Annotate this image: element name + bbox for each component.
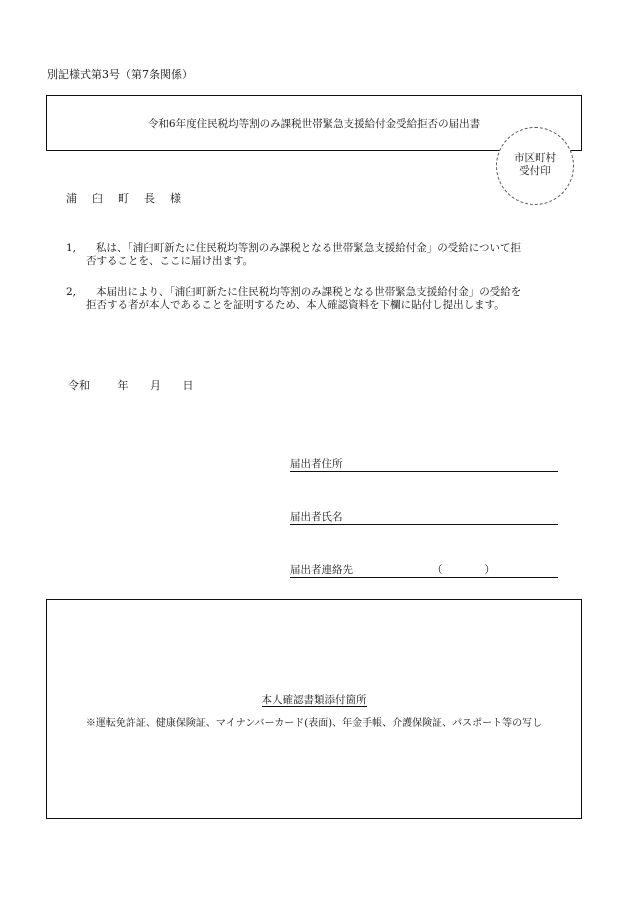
- addressee: 浦臼町長様: [66, 192, 196, 205]
- document-title: 令和6年度住民税均等割のみ課税世帯緊急支援給付金受給拒否の届出書: [147, 118, 481, 130]
- contact-label: 届出者連絡先: [290, 564, 353, 576]
- address-field[interactable]: [290, 457, 558, 472]
- attachment-note: ※運転免許証、健康保険証、マイナンバーカード(表面)、年金手帳、介護保険証、パスポート等の写し: [85, 718, 543, 729]
- title-box: [46, 95, 582, 151]
- declaration-text-line1: 本届出により、「浦臼町新たに住民税均等割のみ課税となる世帯緊急支援給付金」の受給を: [96, 286, 522, 298]
- date-day: 日: [182, 379, 194, 392]
- stamp-line-2: 受付印: [519, 165, 551, 177]
- declaration-text-line1: 私は、「浦臼町新たに住民税均等割のみ課税となる世帯緊急支援給付金」の受給について拒: [96, 242, 522, 254]
- declaration-item-1: [66, 242, 586, 268]
- attachment-box: [46, 599, 582, 819]
- stamp-line-1: 市区町村: [514, 152, 556, 164]
- date-month: 月: [150, 379, 161, 392]
- date-line: [68, 377, 212, 393]
- address-label: 届出者住所: [290, 458, 343, 470]
- form-number-label: 別記様式第3号（第7条関係）: [47, 68, 193, 81]
- declaration-text-line2: 拒否する者が本人であることを証明するため、本人確認資料を下欄に貼付し提出します。: [86, 299, 505, 311]
- declaration-item-2: [66, 286, 586, 312]
- declaration-number: 2,: [66, 286, 77, 298]
- name-label: 届出者氏名: [290, 511, 343, 523]
- attachment-title: 本人確認書類添付箇所: [261, 694, 367, 706]
- contact-field[interactable]: [290, 563, 558, 578]
- declaration-text-line2: 否することを、ここに届け出ます。: [86, 255, 254, 267]
- declaration-number: 1,: [66, 242, 77, 254]
- contact-parentheses: （ ）: [432, 564, 495, 576]
- name-field[interactable]: [290, 510, 558, 525]
- reception-stamp-area: [496, 127, 574, 205]
- date-era: 令和: [68, 379, 90, 392]
- date-year: 年: [117, 379, 129, 392]
